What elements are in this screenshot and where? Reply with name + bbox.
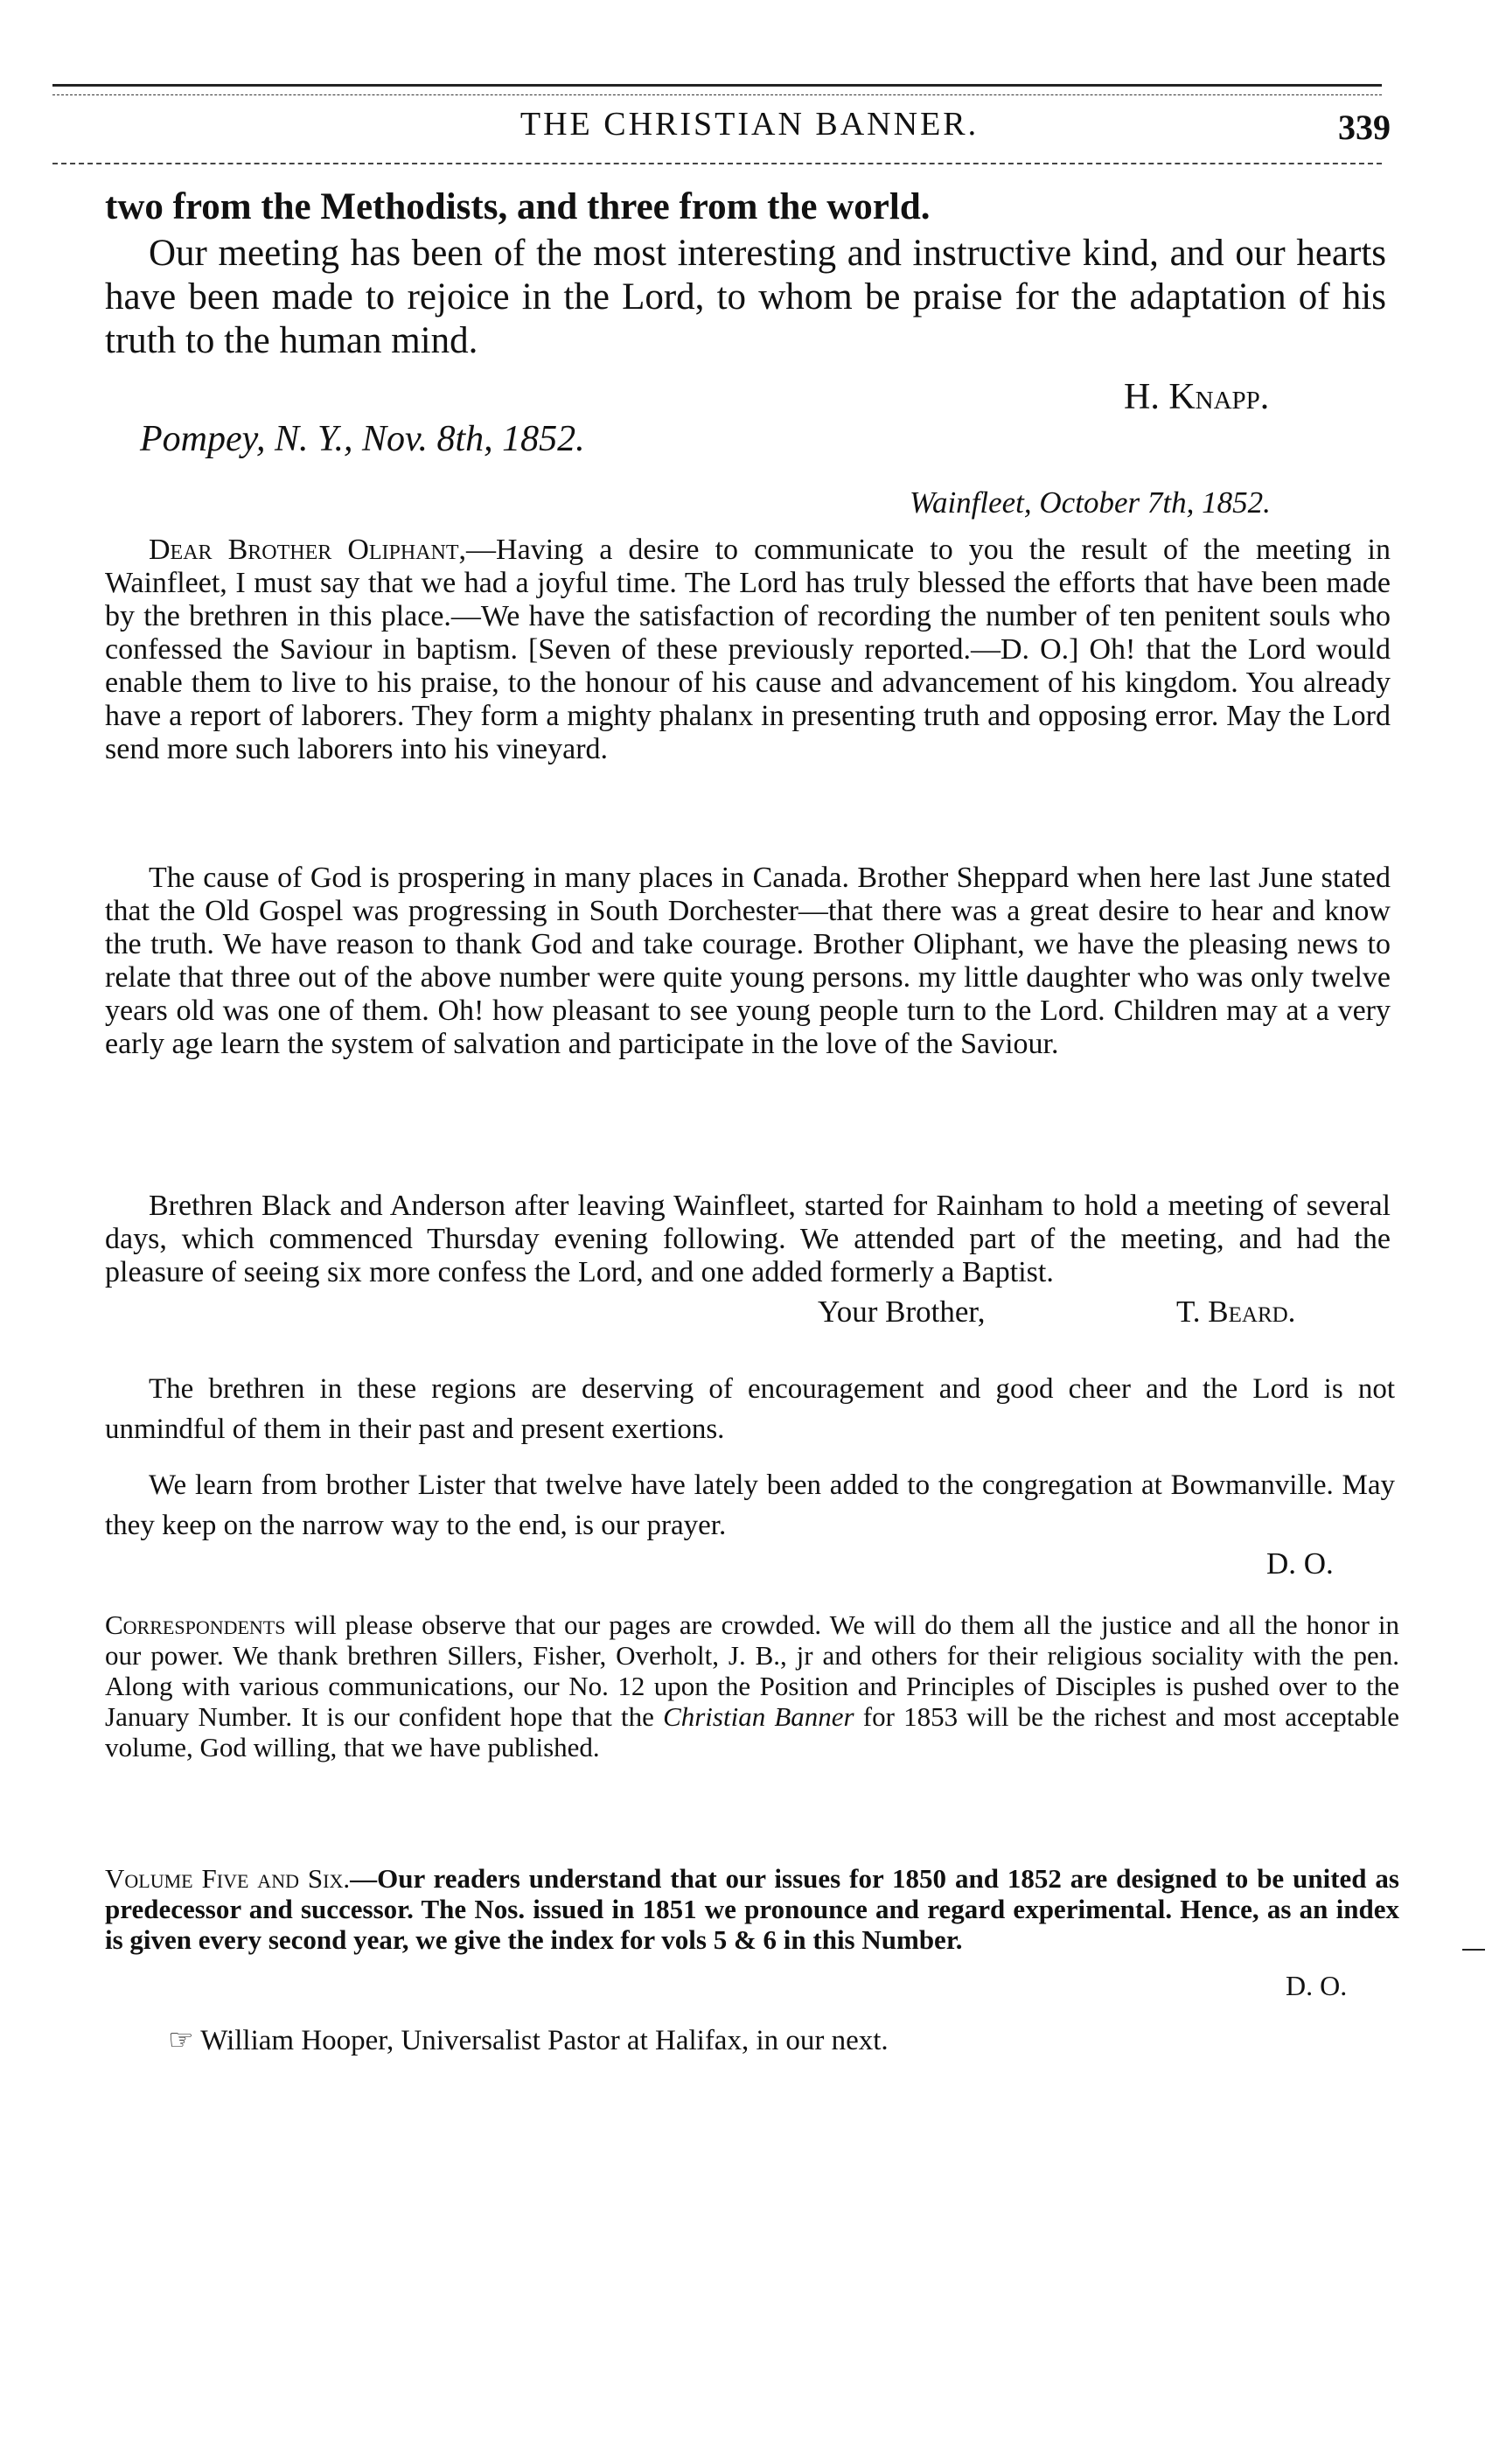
- letter-signer: T. Beard.: [1176, 1295, 1296, 1329]
- header-rule-dashed: [52, 94, 1382, 95]
- correspondents-paragraph: [105, 1609, 1399, 1762]
- header-rule-bottom: [52, 163, 1382, 164]
- notes-signature: D. O.: [1266, 1546, 1334, 1581]
- footer-note-text: William Hooper, Universalist Pastor at Halifax, in our next.: [200, 2025, 889, 2056]
- correspondents-text: will please observe that our pages are crowded. We will do them all the justice and all the honor in our power. We thank brethren Sillers, Fisher, Overholt, J. B., jr and others for their religious sociality with the pen. Along with various communications, our No. 12 upon the Position and Principles of Disciples is pushed over to the January Number. It is our confident hope that the: [105, 1609, 1399, 1732]
- letter-salutation: Dear Brother Oliphant,: [149, 534, 467, 566]
- volume-signature: D. O.: [1286, 1970, 1348, 2001]
- intro-dateline: Pompey, N. Y., Nov. 8th, 1852.: [140, 419, 585, 459]
- footer-note: [168, 2022, 889, 2057]
- letter-dateline: Wainfleet, October 7th, 1852.: [910, 485, 1271, 520]
- intro-first-line: two from the Methodists, and three from the world.: [105, 186, 931, 227]
- page-number: 339: [1338, 108, 1391, 147]
- correspondents-text-2: for 1853 will be the richest and most acceptable volume, God willing, that we have published.: [105, 1701, 1399, 1762]
- volume-paragraph: [105, 1863, 1399, 1955]
- running-head-title: THE CHRISTIAN BANNER.: [519, 106, 980, 143]
- header-rule-top: [52, 84, 1382, 87]
- letter-closing: Your Brother,: [818, 1295, 986, 1329]
- letter-paragraph-1-text: —Having a desire to communicate to you the result of the meeting in Wainfleet, I must say that we had a joyful time. The Lord has truly blessed the efforts that have been made by the brethren in this place.—We have the satisfaction of recording the number of ten penitent souls who confessed the Saviour in baptism. [Seven of these previously reported.—D. O.] Oh! that the Lord would enable them to live to his praise, to the honour of his cause and advancement of his kingdom. You already have a report of laborers. They form a mighty phalanx in presenting truth and opposing error. May the Lord send more such laborers into his vineyard.: [105, 534, 1391, 765]
- notes-paragraph-2: We learn from brother Lister that twelve have lately been added to the congregation at Bowmanville. May they keep on the narrow way to the end, is our prayer.: [105, 1469, 1395, 1541]
- margin-dash: [1462, 1949, 1485, 1951]
- volume-text: —Our readers understand that our issues for 1850 and 1852 are designed to be united as predecessor and successor. The Nos. issued in 1851 we pronounce and regard experimental. Hence, as an index is given every second year, we give the index for vols 5 & 6 in this Number.: [105, 1863, 1399, 1955]
- letter-paragraph-1: [105, 534, 1391, 766]
- intro-signature: H. Knapp.: [1124, 377, 1270, 417]
- correspondents-italic: Christian Banner: [663, 1701, 854, 1732]
- correspondents-lead: Correspondents: [105, 1609, 286, 1640]
- letter-paragraph-3: Brethren Black and Anderson after leaving Wainfleet, started for Rainham to hold a meeting of several days, which commenced Thursday evening following. We attended part of the meeting, and had the pleasure of seeing six more confess the Lord, and one added formerly a Baptist.: [105, 1190, 1391, 1288]
- pointing-hand-icon: ☞: [168, 2025, 194, 2056]
- notes-paragraph-1: The brethren in these regions are deserving of encouragement and good cheer and the Lord is not unmindful of them in their past and present exertions.: [105, 1373, 1395, 1445]
- intro-paragraph: Our meeting has been of the most interesting and instructive kind, and our hearts have been made to rejoice in the Lord, to whom be praise for the adaptation of his truth to the human mind.: [105, 233, 1386, 361]
- volume-lead: Volume Five and Six.: [105, 1863, 351, 1894]
- letter-paragraph-2: The cause of God is prospering in many places in Canada. Brother Sheppard when here last June stated that the Old Gospel was progressing in South Dorchester—that there was a great desire to hear and know the truth. We have reason to thank God and take courage. Brother Oliphant, we have the pleasing news to relate that three out of the above number were quite young persons. my little daughter who was only twelve years old was one of them. Oh! how pleasant to see young people turn to the Lord. Children may at a very early age learn the system of salvation and participate in the love of the Saviour.: [105, 862, 1391, 1060]
